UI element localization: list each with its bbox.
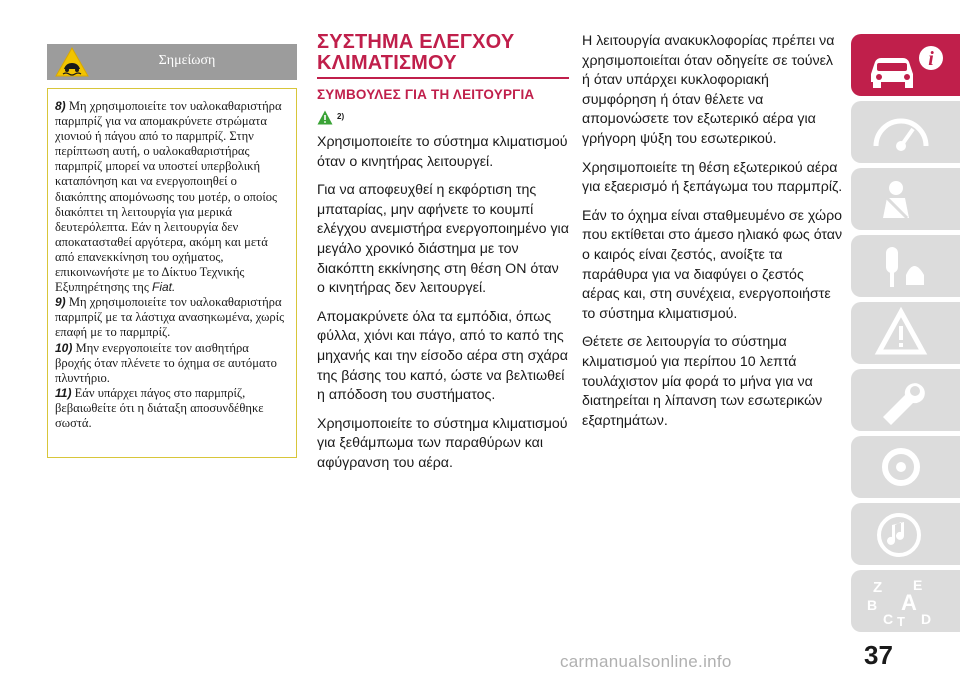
svg-text:i: i [928,48,934,70]
index-letters: Z [873,579,883,596]
paragraph: Θέτετε σε λειτουργία το σύστημα κλιματισμού για περίπου 10 λεπτά τουλάχιστον μία φορά το μήνα για να διατηρείται η λίπανση των εσωτερικών εξαρτημάτων. [582,334,823,429]
title-divider [317,77,569,79]
tab-maintenance[interactable] [851,436,960,498]
index-icon [851,570,960,632]
paragraph: Η λειτουργία ανακυκλοφορίας πρέπει να χρησιμοποιείται όταν οδηγείτε σε τούνελ ή όταν υπάρχει κυκλοφοριακή συμφόρηση ή όταν θέλετε να απομονώσετε τον εξωτερικό αέρα για γρήγορη ψύξη του εσωτερικού. [582,33,835,147]
svg-text:D: D [921,611,932,627]
warning-reference [317,110,569,126]
tab-safety[interactable] [851,168,960,230]
paragraph: Εάν το όχημα είναι σταθμευμένο σε χώρο που εκτίθεται στο άμεσο ηλιακό φως όταν ο καιρός είναι ζεστός, ανοίξτε τα παράθυρα για να διαφύγει ο ζεστός αέρας και, στη συνέχεια, ενεργοποιήστε το σύστημα κλιματισμού. [582,207,843,322]
warning-ref-number: 2) [337,112,345,121]
note-paragraph-9 [55,295,288,340]
right-column [582,32,844,440]
note-paragraph-8 [55,99,288,295]
note-number: 10) [55,340,73,355]
paragraph: Χρησιμοποιείτε το σύστημα κλιματισμού όταν ο κινητήρας λειτουργεί. [317,134,568,170]
tab-car-info[interactable] [851,34,960,96]
key-start-icon [851,235,960,297]
tab-starting-driving[interactable] [851,235,960,297]
note-text: Εάν υπάρχει πάγος στο παρμπρίζ, βεβαιωθείτε ότι η διάταξη αποσυνδέθηκε σωστά. [55,385,264,430]
maintenance-icon [851,436,960,498]
dashboard-icon [851,101,960,163]
svg-text:B: B [867,597,878,613]
page-title [317,32,569,74]
tab-dashboard[interactable] [851,101,960,163]
paragraph: Απομακρύνετε όλα τα εμπόδια, όπως φύλλα, χιόνι και πάγο, από το καπό της μηχανής και την είσοδο αέρα στη σχάρα της βάσης του καπό, ώστε να βελτιωθεί η απόδοση του συστήματος. [317,308,568,404]
brand-name: Fiat. [152,280,176,295]
note-text: Μη χρησιμοποιείτε τον υαλοκαθαριστήρα παρμπρίζ για να απομακρύνετε στρώματα χιονιού ή πάγου από το παρμπρίζ. Στην περίπτωση αυτή, ο υαλοκαθαριστήρας παρμπρίζ μπορεί να υποστεί υπερβολική καταπόνηση και να ενεργοποιηθεί ο διακόπτης απομόνωσης του μοτέρ, ο οποίος διακόπτει τη λειτουργία για μερικά δευτερόλεπτα. Εάν η λειτουργία δεν αποκατασταθεί αργότερα, ακόμη και μετά από επανεκκίνηση του οχήματος, επικοινωνήστε με το Δίκτυο Τεχνικής Εξυπηρέτησης της [55,99,282,295]
wrench-icon [851,369,960,431]
note-text: Μην ενεργοποιείτε τον αισθητήρα βροχής όταν πλένετε το όχημα σε αυτόματο πλυντήριο. [55,340,277,385]
note-number: 8) [55,99,66,113]
svg-text:E: E [913,577,923,593]
tab-warning-lights[interactable] [851,302,960,364]
warning-triangle-icon [317,110,333,125]
note-text: Μη χρησιμοποιείτε τον υαλοκαθαριστήρα παρμπρίζ με τα λάστιχα ανασηκωμένα, χωρίς επαφή με το παρμπρίζ. [55,295,285,340]
multimedia-icon [851,503,960,565]
note-header [47,44,297,80]
svg-text:T: T [897,614,905,629]
page-title-line-1: ΣΥΣΤΗΜΑ ΕΛΕΓΧΟΥ [317,31,515,53]
section-subtitle: ΣΥΜΒΟΥΛΕΣ ΓΙΑ ΤΗ ΛΕΙΤΟΥΡΓΙΑ [317,87,535,102]
paragraph: Χρησιμοποιείτε το σύστημα κλιματισμού για ξεθάμπωμα των παραθύρων και αφύγρανση του αέρα. [317,415,568,471]
svg-text:A: A [901,590,917,615]
note-paragraph-11 [55,386,288,431]
note-number: 11) [55,385,72,400]
svg-text:C: C [883,611,894,627]
main-body-text [317,133,569,474]
tab-multimedia[interactable] [851,503,960,565]
tab-index[interactable] [851,570,960,632]
note-paragraph-10 [55,341,288,386]
tab-in-an-emergency[interactable] [851,369,960,431]
note-box [47,88,297,458]
paragraph: Για να αποφευχθεί η εκφόρτιση της μπαταρίας, μην αφήνετε το κουμπί ελέγχου ανεμιστήρα ενεργοποιημένο για μεγάλο χρονικό διάστημα με τον διακόπτη εκκίνησης στη θέση ON όταν ο κινητήρας δεν λειτουργεί. [317,182,569,297]
main-column [317,32,569,483]
paragraph: Χρησιμοποιείτε τη θέση εξωτερικού αέρα για εξαερισμό ή ξεπάγωμα του παρμπρίζ. [582,159,843,196]
car-info-icon [851,34,960,96]
page-number: 37 [864,640,893,670]
note-number: 9) [55,295,66,310]
right-body-text [582,32,844,431]
note-title: Σημείωση [158,53,216,68]
warning-light-icon [851,302,960,364]
page-title-line-2: ΚΛΙΜΑΤΙΣΜΟΥ [317,52,457,74]
safety-icon [851,168,960,230]
watermark: carmanualsonline.info [560,652,732,671]
